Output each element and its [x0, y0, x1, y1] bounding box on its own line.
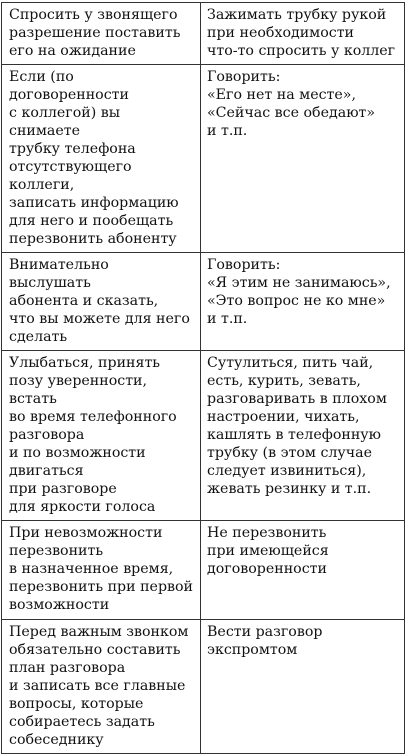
- table-row: [2, 3, 405, 65]
- recommended-cell: Перед важным звонком обязательно составить план разговора и записать все главные вопросы, которые собираетесь задать собеседнику: [2, 620, 201, 754]
- table-row: [2, 620, 405, 754]
- not-recommended-cell: Не перезвонить при имеющейся договоренности: [201, 521, 405, 620]
- not-recommended-cell: Говорить: «Его нет на месте», «Сейчас все обедают» и т.п.: [201, 65, 405, 253]
- not-recommended-cell: Вести разговор экспромтом: [201, 620, 405, 754]
- table-body: [2, 3, 405, 754]
- not-recommended-cell: Сутулиться, пить чай, есть, курить, зевать, разговаривать в плохом настроении, чихать, кашлять в телефонную трубку (в этом случае следует извиниться), жевать резинку и т.п.: [201, 351, 405, 521]
- table-row: [2, 65, 405, 253]
- etiquette-table: [1, 2, 405, 754]
- recommended-cell: Спросить у звонящего разрешение поставить его на ожидание: [2, 3, 201, 65]
- recommended-cell: Внимательно выслушать абонента и сказать, что вы можете для него сделать: [2, 253, 201, 351]
- table-row: [2, 351, 405, 521]
- not-recommended-cell: Говорить: «Я этим не занимаюсь», «Это вопрос не ко мне» и т.п.: [201, 253, 405, 351]
- recommended-cell: Если (по договоренности с коллегой) вы снимаете трубку телефона отсутствующего коллеги, записать информацию для него и пообещать перезвонить абоненту: [2, 65, 201, 253]
- recommended-cell: Улыбаться, принять позу уверенности, встать во время телефонного разговора и по возможности двигаться при разговоре для яркости голоса: [2, 351, 201, 521]
- not-recommended-cell: Зажимать трубку рукой при необходимости что-то спросить у коллег: [201, 3, 405, 65]
- recommended-cell: При невозможности перезвонить в назначенное время, перезвонить при первой возможности: [2, 521, 201, 620]
- table-row: [2, 253, 405, 351]
- table-row: [2, 521, 405, 620]
